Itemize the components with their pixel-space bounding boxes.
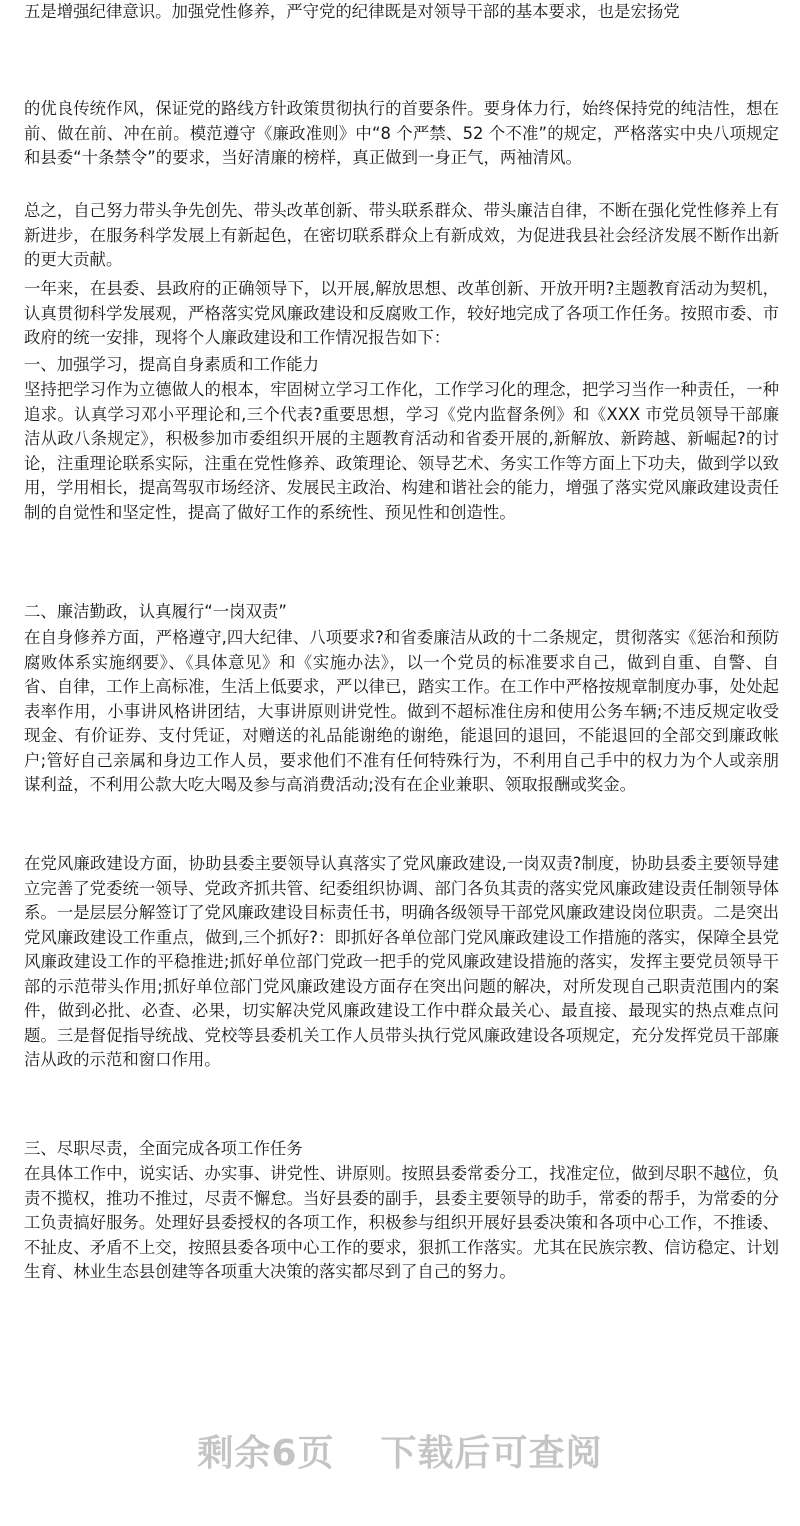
paragraph-duties: 在具体工作中，说实话、办实事、讲党性、讲原则。按照县委常委分工，找准定位，做到尽职不越位，负责不揽权，推功不推过，尽责不懈怠。当好县委的副手，县委主要领导的助手，常委的帮手，为常委的分工负责搞好服务。处理好县委授权的各项工作，积极参与组织开展好县委决策和各项中心工作，不推诿、不扯皮、矛盾不上交，按照县委各项中心工作的要求，狠抓工作落实。尤其在民族宗教、信访稳定、计划生育、林业生态县创建等各项重大决策的落实都尽到了自己的努力。: [24, 1164, 779, 1281]
paragraph-discipline-cont: 的优良传统作风，保证党的路线方针政策贯彻执行的首要条件。要身体力行，始终保持党的纯洁性，想在前、做在前、冲在前。模范遵守《廉政准则》中“8 个严禁、52 个不准”的规定，严格落实中央八项规定和县委“十条禁令”的要求，当好清廉的榜样，真正做到一身正气，两袖清风。: [24, 99, 779, 167]
paragraph-party-building: 在党风廉政建设方面，协助县委主要领导认真落实了党风廉政建设,一岗双责?制度，协助县委主要领导建立完善了党委统一领导、党政齐抓共管、纪委组织协调、部门各负其责的落实党风廉政建设责任制领导体系。一是层层分解签订了党风廉政建设目标责任书，明确各级领导干部党风廉政建设岗位职责。二是突出党风廉政建设工作重点，做到,三个抓好?：即抓好各单位部门党风廉政建设工作措施的落实，保障全县党风廉政建设工作的平稳推进;抓好单位部门党政一把手的党风廉政建设措施的落实，发挥主要党员领导干部的示范带头作用;抓好单位部门党风廉政建设方面存在突出问题的解决，对所发现自己职责范围内的案件，做到必批、必查、必果，切实解决党风廉政建设工作中群众最关心、最直接、最现实的热点难点问题。三是督促指导统战、党校等县委机关工作人员带头执行党风廉政建设各项规定，充分发挥党员干部廉洁从政的示范和窗口作用。: [24, 854, 779, 1069]
section-heading-integrity: 二、廉洁勤政，认真履行“一岗双责”: [24, 602, 287, 621]
download-prompt-banner[interactable]: [0, 1420, 800, 1480]
remaining-pages-label: 剩余6页: [197, 1432, 335, 1474]
paragraph-intro: 一年来，在县委、县政府的正确领导下，以开展,解放思想、改革创新、开放开明?主题教育活动为契机，认真贯彻科学发展观，严格落实党风廉政建设和反腐败工作，较好地完成了各项工作任务。按照市委、市政府的统一安排，现将个人廉政建设和工作情况报告如下：: [24, 279, 779, 347]
section-heading-study: 一、加强学习，提高自身素质和工作能力: [24, 355, 320, 374]
download-to-view-label: 下载后可查阅: [380, 1432, 603, 1474]
paragraph-self-cultivation: 在自身修养方面，严格遵守,四大纪律、八项要求?和省委廉洁从政的十二条规定，贯彻落实《惩治和预防腐败体系实施纲要》、《具体意见》和《实施办法》，以一个党员的标准要求自己，做到自重、自警、自省、自律，工作上高标准，生活上低要求，严以律已，踏实工作。在工作中严格按规章制度办事，处处起表率作用，小事讲风格讲团结，大事讲原则讲党性。做到不超标准住房和使用公务车辆;不违反规定收受现金、有价证券、支付凭证，对赠送的礼品能谢绝的谢绝，能退回的退回，不能退回的全部交到廉政帐户;管好自己亲属和身边工作人员，要求他们不准有任何特殊行为，不利用自己手中的权力为个人或亲朋谋利益，不利用公款大吃大喝及参与高消费活动;没有在企业兼职、领取报酬或奖金。: [24, 628, 779, 794]
paragraph-discipline: 五是增强纪律意识。加强党性修养，严守党的纪律既是对领导干部的基本要求，也是宏扬党: [24, 2, 680, 21]
paragraph-summary: 总之，自己努力带头争先创先、带头改革创新、带头联系群众、带头廉洁自律，不断在强化党性修养上有新进步，在服务科学发展上有新起色，在密切联系群众上有新成效，为促进我县社会经济发展不断作出新的更大贡献。: [24, 201, 779, 269]
section-heading-duties: 三、尽职尽责，全面完成各项工作任务: [24, 1139, 303, 1158]
paragraph-study: 坚持把学习作为立德做人的根本，牢固树立学习工作化，工作学习化的理念，把学习当作一种责任，一种追求。认真学习邓小平理论和,三个代表?重要思想，学习《党内监督条例》和《XXX 市党员领导干部廉洁从政八条规定》，积极参加市委组织开展的主题教育活动和省委开展的,新解放、新跨越、新崛起?的讨论，注重理论联系实际，注重在党性修养、政策理论、领导艺术、务实工作等方面上下功夫，做到学以致用，学用相长，提高驾驭市场经济、发展民主政治、构建和谐社会的能力，增强了落实党风廉政建设责任制的自觉性和坚定性，提高了做好工作的系统性、预见性和创造性。: [24, 380, 779, 522]
